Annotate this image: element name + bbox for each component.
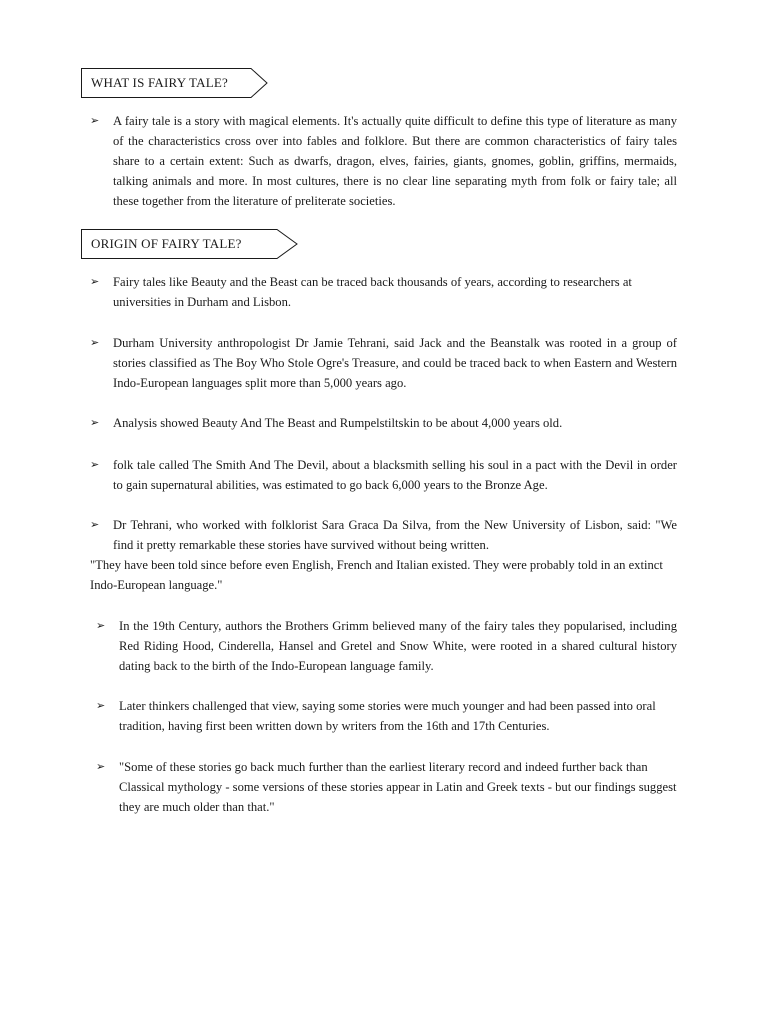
bullet-arrow-icon: ➢ [90, 458, 100, 471]
paragraph: Later thinkers challenged that view, saying some stories were much younger and had been passed into oral tradition, having first been written down by writers from the 16th and 17th Centuries. [119, 699, 656, 733]
paragraph: Durham University anthropologist Dr Jamie Tehrani, said Jack and the Beanstalk was rooted in a group of stories classified as The Boy Who Stole Ogre's Treasure, and could be traced back to when Eastern and Western Indo-European languages split more than 5,000 years ago. [113, 336, 677, 390]
section-heading-what-is-fairy-tale [81, 68, 267, 98]
list-item [96, 616, 677, 676]
heading-text: ORIGIN OF FAIRY TALE? [91, 236, 242, 251]
list-item [90, 272, 677, 312]
bullet-arrow-icon: ➢ [96, 760, 106, 773]
paragraph: "Some of these stories go back much further than the earliest literary record and indeed further back than Classical mythology - some versions of these stories appear in Latin and Greek texts - but our findings suggest they are much older than that." [119, 760, 677, 814]
list-item [96, 757, 677, 817]
paragraph: Analysis showed Beauty And The Beast and Rumpelstiltskin to be about 4,000 years old. [113, 416, 563, 430]
paragraph: A fairy tale is a story with magical elements. It's actually quite difficult to define this type of literature as many of the characteristics cross over into fables and folklore. But there are common characteristics of fairy tales share to a certain extent: Such as dwarfs, dragon, elves, fairies, giants, gnomes, goblin, griffins, mermaids, talking animals and more. In most cultures, there is no clear line separating myth from folk or fairy tale; all these together from the literature of preliterate societies. [113, 114, 677, 208]
paragraph: Fairy tales like Beauty and the Beast can be traced back thousands of years, according to researchers at universities in Durham and Lisbon. [113, 275, 632, 309]
bullet-arrow-icon: ➢ [96, 619, 106, 632]
list-item [90, 455, 677, 495]
bullet-arrow-icon: ➢ [90, 275, 100, 288]
list-item [96, 696, 677, 736]
quote-paragraph: "They have been told since before even English, French and Italian existed. They were probably told in an extinct Indo-European language." [90, 558, 663, 592]
list-item [90, 111, 677, 211]
paragraph: folk tale called The Smith And The Devil, about a blacksmith selling his soul in a pact with the Devil in order to gain supernatural abilities, was estimated to go back 6,000 years to the Bronze Age. [113, 458, 677, 492]
bullet-arrow-icon: ➢ [90, 114, 100, 127]
bullet-arrow-icon: ➢ [96, 699, 106, 712]
paragraph: Dr Tehrani, who worked with folklorist Sara Graca Da Silva, from the New University of Lisbon, said: "We find it pretty remarkable these stories have survived without being written. [113, 518, 677, 552]
heading-text: WHAT IS FAIRY TALE? [91, 75, 228, 90]
section-heading-origin-of-fairy-tale [81, 229, 297, 259]
list-item [90, 515, 677, 555]
list-item [90, 413, 677, 433]
bullet-arrow-icon: ➢ [90, 336, 100, 349]
bullet-arrow-icon: ➢ [90, 518, 100, 531]
list-item [90, 333, 677, 393]
bullet-arrow-icon: ➢ [90, 416, 100, 429]
paragraph: In the 19th Century, authors the Brothers Grimm believed many of the fairy tales they popularised, including Red Riding Hood, Cinderella, Hansel and Gretel and Snow White, were rooted in a shared cultural history dating back to the birth of the Indo-European language family. [119, 619, 677, 673]
